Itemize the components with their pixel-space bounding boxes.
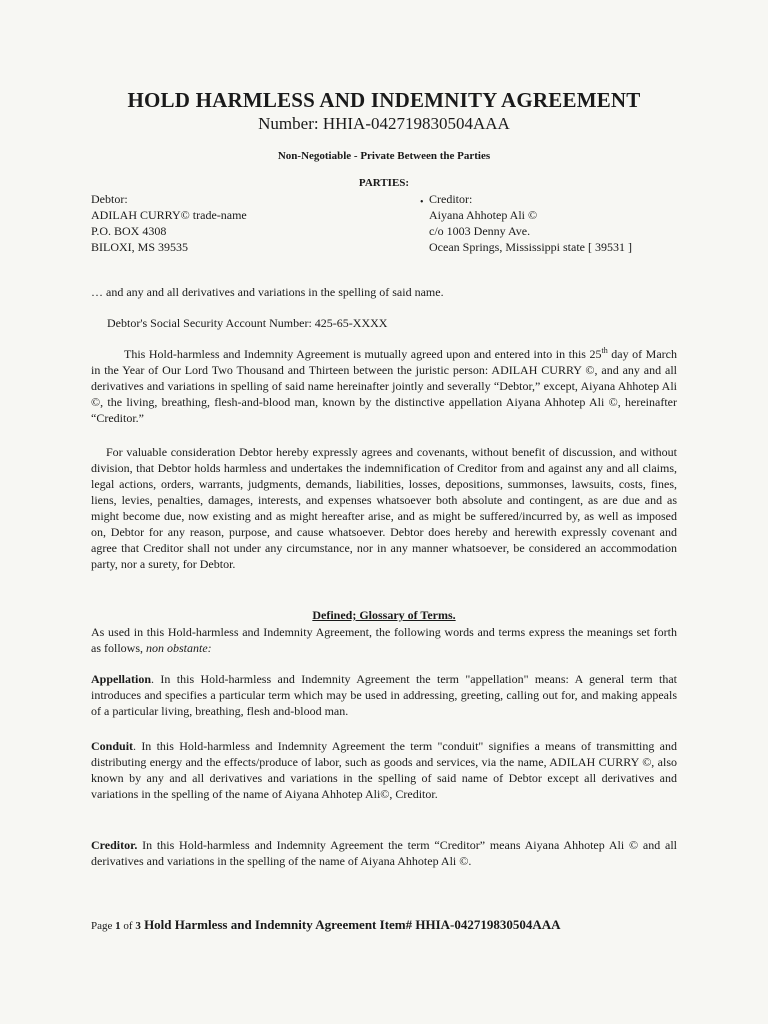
footer-page-total: 3 — [135, 920, 141, 932]
ssn-line: Debtor's Social Security Account Number: 425-65-XXXX — [107, 316, 388, 330]
bullet-mark: • — [420, 197, 424, 208]
footer-page-word: Page — [91, 920, 116, 932]
debtor-name: ADILAH CURRY© trade-name — [91, 208, 247, 222]
definition-appellation-text: . In this Hold-harmless and Indemnity Agreement the term "appellation" means: A general term that introduces and specifies a particular term which may be used in addressing, greeting, calling out for, and making appeals of a particular living, breathing, flesh and-blood man. — [91, 672, 677, 718]
parties-label: PARTIES: — [358, 177, 410, 189]
term-conduit: Conduit — [91, 739, 134, 753]
footer-title: Hold Harmless and Indemnity Agreement Item# HHIA-042719830504AAA — [140, 917, 561, 932]
creditor-address-line1: c/o 1003 Denny Ave. — [429, 224, 531, 238]
term-creditor: Creditor. — [91, 838, 138, 852]
definition-appellation — [91, 671, 677, 719]
definition-creditor — [91, 837, 677, 869]
intro-paragraph — [91, 346, 677, 426]
debtor-address-line2: BILOXI, MS 39535 — [91, 240, 189, 254]
intro-ordinal: th — [601, 346, 608, 355]
debtor-label: Debtor: — [91, 192, 128, 206]
debtor-block — [91, 191, 247, 255]
debtor-address-line1: P.O. BOX 4308 — [91, 224, 167, 238]
footer-page-number: 1 — [115, 920, 121, 932]
derivatives-clause: … and any and all derivatives and variations in the spelling of said name. — [91, 285, 444, 299]
document-title: HOLD HARMLESS AND INDEMNITY AGREEMENT — [127, 88, 641, 112]
term-appellation: Appellation — [91, 672, 152, 686]
creditor-label: Creditor: — [429, 192, 473, 206]
page-footer — [91, 917, 561, 933]
subtitle: Non-Negotiable - Private Between the Parties — [277, 150, 491, 162]
glossary-heading: Defined; Glossary of Terms. — [312, 608, 456, 622]
glossary-intro — [91, 624, 677, 656]
intro-text-a: This Hold-harmless and Indemnity Agreement is mutually agreed upon and entered into in this 25 — [124, 347, 602, 361]
creditor-address-line2: Ocean Springs, Mississippi state [ 39531 ] — [429, 240, 632, 254]
glossary-intro-text: As used in this Hold-harmless and Indemnity Agreement, the following words and terms express the meanings set forth as follows, — [91, 625, 677, 655]
definition-conduit-text: . In this Hold-harmless and Indemnity Agreement the term "conduit" signifies a means of transmitting and distributing energy and the effects/produce of labor, such as goods and services, via the name, ADILAH CURRY ©, also known by any and all derivatives and variations in the spelling of said name of Debtor except all derivatives and variations in the spelling of the name of Aiyana Ahhotep Ali©, Creditor. — [91, 739, 677, 801]
agreement-number: Number: HHIA-042719830504AAA — [258, 114, 510, 133]
consideration-paragraph: For valuable consideration Debtor hereby expressly agrees and covenants, without benefit of discussion, and without division, that Debtor holds harmless and undertakes the indemnification of Creditor from and against any and all claims, legal actions, orders, warrants, judgments, demands, liabilities, losses, depositions, summonses, lawsuits, costs, fines, liens, levies, penalties, damages, interests, and expenses whatsoever both absolute and contingent, as are due and as might become due, now existing and as might hereafter arise, and as might be suffered/incurred by, as well as imposed on, Debtor for any reason, purpose, and cause whatsoever. Debtor does hereby and herewith expressly covenant and agree that Creditor shall not under any circumstance, nor in any manner whatsoever, be considered an accommodation party, nor a surety, for Debtor. — [91, 445, 677, 571]
footer-of-word: of — [120, 920, 136, 932]
glossary-intro-italic: non obstante: — [146, 641, 212, 655]
creditor-block — [429, 191, 632, 255]
creditor-name: Aiyana Ahhotep Ali © — [429, 208, 538, 222]
definition-conduit — [91, 738, 677, 802]
intro-text-b: day of March in the Year of Our Lord Two Thousand and Thirteen between the juristic person: ADILAH CURRY ©, and any and all derivatives and variations in spelling of said name hereinafter jointly and severally “Debtor,” except, Aiyana Ahhotep Ali ©, the living, breathing, flesh-and-blood man, known by the distinctive appellation Aiyana Ahhotep Ali ©, hereinafter “Creditor.” — [91, 347, 678, 425]
definition-creditor-text: In this Hold-harmless and Indemnity Agreement the term “Creditor” means Aiyana Ahhotep Ali © and all derivatives and variations in the spelling of the name of Aiyana Ahhotep Ali ©. — [91, 838, 677, 868]
